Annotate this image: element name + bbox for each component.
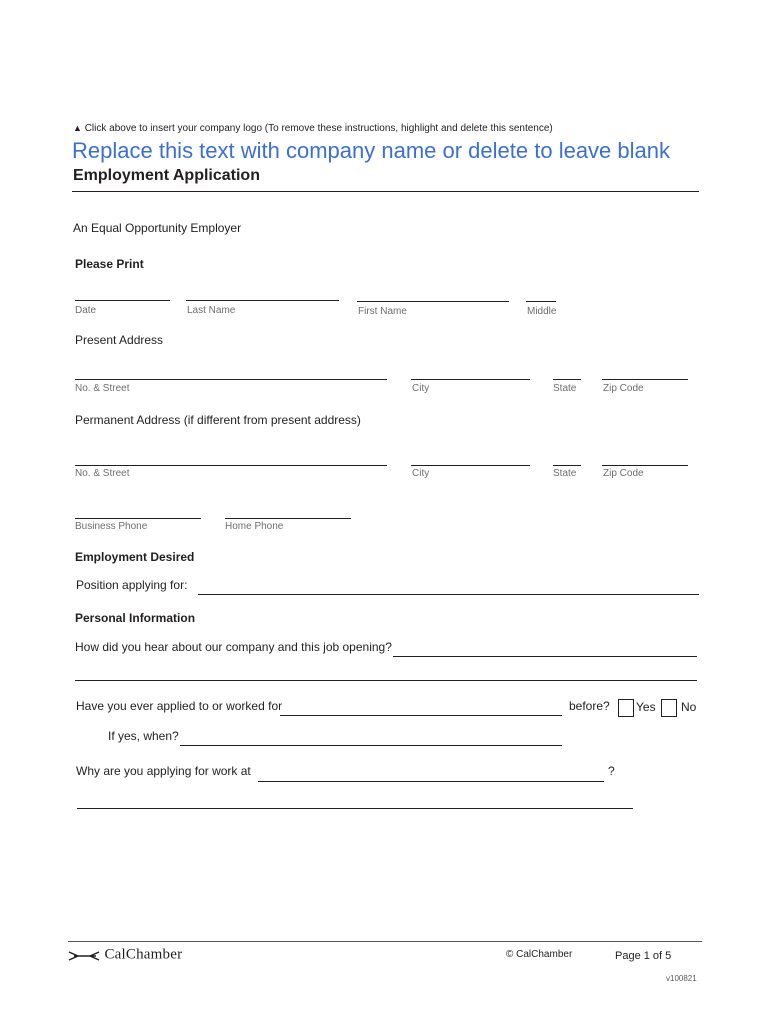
version-number: v100821 xyxy=(666,974,697,983)
question-mark: ? xyxy=(608,764,615,778)
hear-about-label: How did you hear about our company and this job opening? xyxy=(75,640,392,654)
calchamber-logo-text: CalChamber xyxy=(104,946,183,963)
first-name-field[interactable] xyxy=(357,301,509,302)
last-name-field[interactable] xyxy=(186,300,339,301)
present-city-label: City xyxy=(412,383,430,394)
yes-checkbox[interactable] xyxy=(618,699,634,717)
present-city-field[interactable] xyxy=(411,379,530,380)
hear-about-field[interactable] xyxy=(393,656,697,657)
why-apply-company-field[interactable] xyxy=(258,781,604,782)
present-address-heading: Present Address xyxy=(75,333,164,347)
present-zip-label: Zip Code xyxy=(603,383,644,394)
title-divider xyxy=(72,191,699,192)
last-name-label: Last Name xyxy=(187,305,236,316)
permanent-street-label: No. & Street xyxy=(75,468,130,479)
no-checkbox[interactable] xyxy=(661,699,677,717)
triangle-up-icon: ▲ xyxy=(73,123,82,133)
present-zip-field[interactable] xyxy=(602,379,688,380)
permanent-state-field[interactable] xyxy=(553,465,581,466)
calchamber-mark-icon xyxy=(68,948,100,962)
position-label: Position applying for: xyxy=(76,578,188,592)
page-title: Employment Application xyxy=(73,167,260,184)
if-yes-when-label: If yes, when? xyxy=(108,729,179,743)
logo-instructions xyxy=(73,123,553,134)
business-phone-field[interactable] xyxy=(75,518,201,519)
permanent-address-heading: Permanent Address (if different from present address) xyxy=(75,413,361,427)
permanent-state-label: State xyxy=(553,468,577,479)
no-label: No xyxy=(681,700,697,714)
applied-before-label: Have you ever applied to or worked for xyxy=(76,699,283,713)
first-name-label: First Name xyxy=(358,306,407,317)
present-street-field[interactable] xyxy=(75,379,387,380)
date-label: Date xyxy=(75,305,97,316)
why-apply-label: Why are you applying for work at xyxy=(76,764,251,778)
business-phone-label: Business Phone xyxy=(75,521,148,532)
date-field[interactable] xyxy=(75,300,170,301)
present-street-label: No. & Street xyxy=(75,383,130,394)
yes-label: Yes xyxy=(636,700,656,714)
personal-info-heading: Personal Information xyxy=(75,611,196,625)
calchamber-logo xyxy=(68,946,182,964)
position-field[interactable] xyxy=(198,594,699,595)
instructions-text: Click above to insert your company logo (To remove these instructions, highlight and delete this sentence) xyxy=(84,123,553,134)
present-state-field[interactable] xyxy=(553,379,581,380)
permanent-city-label: City xyxy=(412,468,430,479)
middle-field[interactable] xyxy=(526,301,556,302)
copyright: © CalChamber xyxy=(506,949,573,960)
permanent-zip-field[interactable] xyxy=(602,465,688,466)
please-print-label: Please Print xyxy=(75,257,144,271)
eoe-statement: An Equal Opportunity Employer xyxy=(73,221,242,235)
company-name-answer-field[interactable] xyxy=(280,715,562,716)
employment-desired-heading: Employment Desired xyxy=(75,550,195,564)
before-label: before? xyxy=(569,699,610,713)
home-phone-field[interactable] xyxy=(225,518,351,519)
hear-about-field-line2[interactable] xyxy=(75,680,697,681)
why-apply-field-line2[interactable] xyxy=(77,808,633,809)
home-phone-label: Home Phone xyxy=(225,521,284,532)
company-name-field[interactable]: Replace this text with company name or delete to leave blank xyxy=(72,138,670,163)
permanent-city-field[interactable] xyxy=(411,465,530,466)
middle-label: Middle xyxy=(527,306,557,317)
present-state-label: State xyxy=(553,383,577,394)
page-number: Page 1 of 5 xyxy=(615,950,672,962)
permanent-zip-label: Zip Code xyxy=(603,468,644,479)
if-yes-when-field[interactable] xyxy=(180,745,562,746)
footer-divider xyxy=(68,941,702,942)
permanent-street-field[interactable] xyxy=(75,465,387,466)
